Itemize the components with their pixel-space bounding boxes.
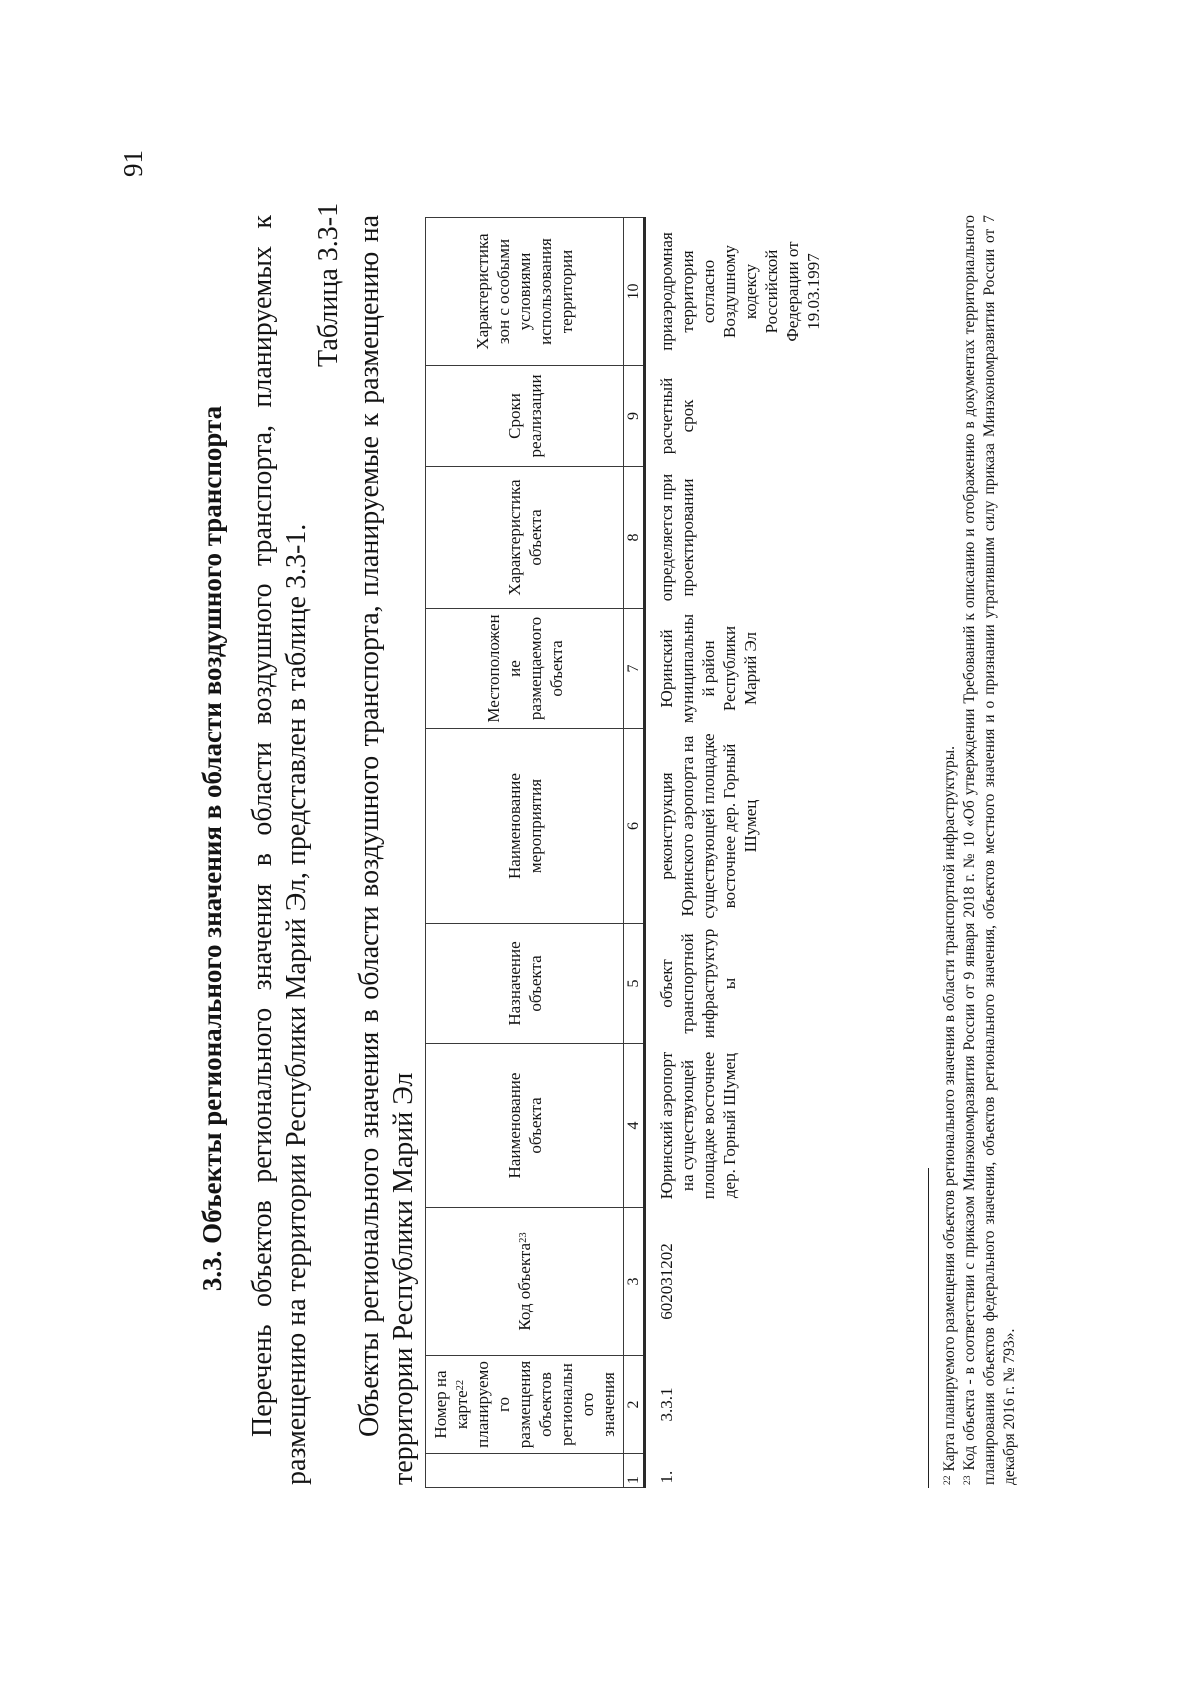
header-cell-map-number xyxy=(426,1356,624,1454)
header-cell-zone-characteristic: Характеристика зон с особыми условиями использования территории xyxy=(426,218,624,366)
header-cell-index xyxy=(426,1454,624,1488)
header-map-number-rest: планируемого размещения объектов регионального значения xyxy=(473,1360,618,1449)
footnote-ref-22: 22 xyxy=(454,1379,466,1391)
column-number-cell: 3 xyxy=(624,1208,645,1356)
footnote-ref-23: 23 xyxy=(517,1232,529,1243)
header-cell-characteristic: Характеристика объекта xyxy=(426,467,624,609)
cell-deadline: расчетный срок xyxy=(657,377,697,455)
column-number-cell: 5 xyxy=(624,924,645,1044)
header-cell-object-name: Наименование объекта xyxy=(426,1044,624,1208)
column-number-cell: 10 xyxy=(624,218,645,366)
column-number-cell: 8 xyxy=(624,467,645,609)
header-cell-object-purpose: Назначение объекта xyxy=(426,924,624,1044)
footnote-22 xyxy=(940,215,960,1485)
intro-paragraph xyxy=(246,215,314,1485)
page-number: 91 xyxy=(118,150,148,177)
column-number-cell: 1 xyxy=(624,1454,645,1488)
column-number-cell: 7 xyxy=(624,609,645,729)
footnote-mark: 22 xyxy=(942,1475,954,1485)
footnote-text: Карта планируемого размещения объектов регионального значения в области транспортной инфраструктуры. xyxy=(941,745,958,1472)
header-cell-measure-name: Наименование мероприятия xyxy=(426,729,624,924)
header-cell-deadline: Сроки реализации xyxy=(426,366,624,467)
column-number-cell: 6 xyxy=(624,729,645,924)
footnote-23 xyxy=(960,215,1020,1485)
footnotes xyxy=(940,215,1020,1485)
column-number-cell: 9 xyxy=(624,366,645,467)
table-caption: Таблица 3.3-1 xyxy=(313,202,344,367)
cell-object-name: Юринский аэропорт на существующей площадке восточнее дер. Горный Шумец xyxy=(657,1051,739,1200)
cell-map-number: 3.3.1 xyxy=(657,1387,676,1422)
footnote-separator xyxy=(928,1168,929,1488)
header-object-code-text: Код объекта xyxy=(515,1242,534,1331)
intro-paragraph-text: Перечень объектов регионального значения в области воздушного транспорта, планируемых к размещению на территории Республики Марий Эл, представлен в таблице 3.3-1. xyxy=(247,215,312,1485)
section-heading: 3.3. Объекты регионального значения в области воздушного транспорта xyxy=(197,405,227,1292)
table-column-number-row xyxy=(624,218,645,1488)
table-row xyxy=(645,218,829,1488)
header-cell-object-code xyxy=(426,1208,624,1356)
footnote-text: Код объекта - в соответствии с приказом Минэкономразвития России от 9 января 2018 г. № 10 «Об утверждении Требований к описанию и отображению в документах территориального планирования объектов федерального значения, объектов регионального значения, объектов местного значения и о признании утратившим силу приказа Минэкономразвития России от 7 декабря 2016 г. № 793». xyxy=(961,214,1018,1485)
table-heading-text: Объекты регионального значения в области воздушного транспорта, планируемые к размещению на территории Республики Марий Эл xyxy=(354,215,419,1485)
cell-measure-name: реконструкция Юринского аэропорта на существующей площадке восточнее дер. Горный Шумец xyxy=(657,733,760,919)
cell-object-code: 602031202 xyxy=(657,1243,676,1320)
table-header-row xyxy=(426,218,624,1488)
cell-location: Юринский муниципальный район Республики Марий Эл xyxy=(657,613,760,724)
header-map-number-text: Номер на карте xyxy=(431,1370,471,1439)
footnote-mark: 23 xyxy=(962,1475,974,1485)
cell-zone-characteristic: приаэродромная территория согласно Воздушному кодексу Российской Федерации от 19.03.1997 xyxy=(657,232,823,351)
column-number-cell: 4 xyxy=(624,1044,645,1208)
table-heading xyxy=(353,215,421,1485)
objects-table xyxy=(425,217,828,1488)
column-number-cell: 2 xyxy=(624,1356,645,1454)
cell-object-purpose: объект транспортной инфраструктуры xyxy=(657,928,739,1039)
cell-row-index: 1. xyxy=(657,1470,676,1484)
header-cell-location: Местоположение размещаемого объекта xyxy=(426,609,624,729)
cell-characteristic: определяется при проектировании xyxy=(657,473,697,602)
